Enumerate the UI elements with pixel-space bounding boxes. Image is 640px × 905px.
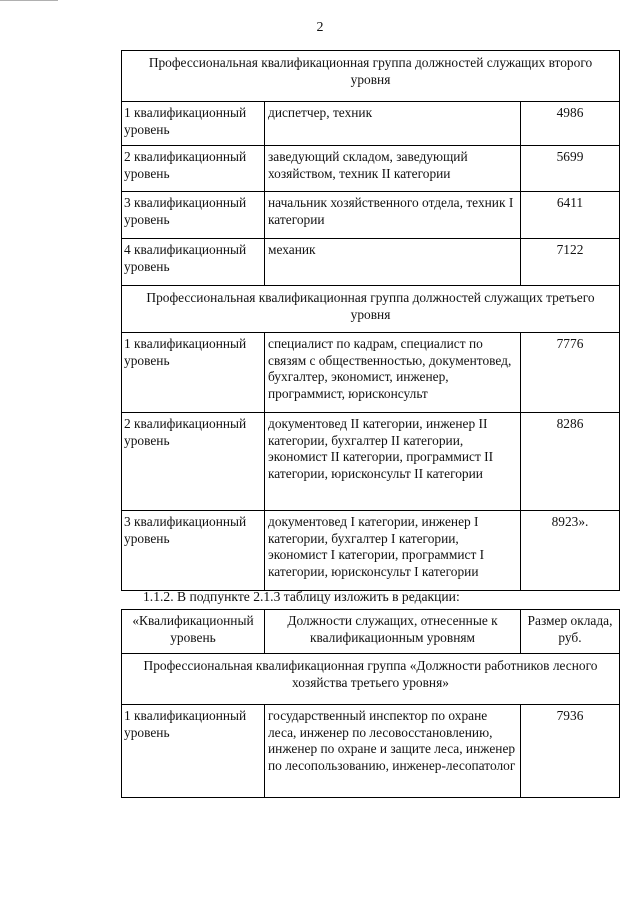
salary-table-2	[121, 609, 620, 798]
group-header-row	[122, 51, 620, 102]
group-header: Профессиональная квалификационная группа «Должности работников лесного хозяйства третьего уровня»	[122, 654, 620, 705]
column-header-level: «Квалификационный уровень	[122, 610, 265, 654]
column-header-row	[122, 610, 620, 654]
positions-cell: механик	[265, 239, 521, 286]
salary-cell: 8286	[521, 413, 620, 511]
positions-cell: заведующий складом, заведующий хозяйством, техник II категории	[265, 146, 521, 192]
level-cell: 1 квалификационный уровень	[122, 102, 265, 146]
group-header-row	[122, 654, 620, 705]
level-cell: 2 квалификационный уровень	[122, 146, 265, 192]
scan-corner-mark	[0, 0, 58, 4]
positions-cell: документовед II категории, инженер II категории, бухгалтер II категории, экономист II категории, программист II категории, юрисконсульт II категории	[265, 413, 521, 511]
group-header-row	[122, 286, 620, 333]
table-row	[122, 333, 620, 413]
salary-cell: 8923».	[521, 511, 620, 591]
column-header-positions: Должности служащих, отнесенные к квалификационным уровням	[265, 610, 521, 654]
level-cell: 4 квалификационный уровень	[122, 239, 265, 286]
positions-cell: государственный инспектор по охране леса, инженер по лесовосстановлению, инженер по охране и защите леса, инженер по лесопользованию, инженер-лесопатолог	[265, 705, 521, 798]
positions-cell: диспетчер, техник	[265, 102, 521, 146]
page-number: 2	[316, 20, 324, 35]
level-cell: 3 квалификационный уровень	[122, 192, 265, 239]
salary-table-1	[121, 50, 620, 591]
level-cell: 3 квалификационный уровень	[122, 511, 265, 591]
salary-cell: 6411	[521, 192, 620, 239]
table-row	[122, 511, 620, 591]
level-cell: 1 квалификационный уровень	[122, 333, 265, 413]
table-row	[122, 102, 620, 146]
table-row	[122, 239, 620, 286]
table-row	[122, 192, 620, 239]
salary-cell: 4986	[521, 102, 620, 146]
group-header: Профессиональная квалификационная группа должностей служащих второго уровня	[122, 51, 620, 102]
table-row	[122, 146, 620, 192]
positions-cell: документовед I категории, инженер I категории, бухгалтер I категории, экономист I категории, программист I категории, юрисконсульт I категории	[265, 511, 521, 591]
positions-cell: специалист по кадрам, специалист по связям с общественностью, документовед, бухгалтер, экономист, инженер, программист, юрисконсульт	[265, 333, 521, 413]
level-cell: 2 квалификационный уровень	[122, 413, 265, 511]
positions-cell: начальник хозяйственного отдела, техник I категории	[265, 192, 521, 239]
group-header: Профессиональная квалификационная группа должностей служащих третьего уровня	[122, 286, 620, 333]
salary-cell: 7936	[521, 705, 620, 798]
column-header-salary: Размер оклада, руб.	[521, 610, 620, 654]
table-row	[122, 413, 620, 511]
salary-cell: 7122	[521, 239, 620, 286]
salary-cell: 7776	[521, 333, 620, 413]
salary-cell: 5699	[521, 146, 620, 192]
level-cell: 1 квалификационный уровень	[122, 705, 265, 798]
amendment-paragraph: 1.1.2. В подпункте 2.1.3 таблицу изложить в редакции:	[143, 589, 460, 604]
table-row	[122, 705, 620, 798]
